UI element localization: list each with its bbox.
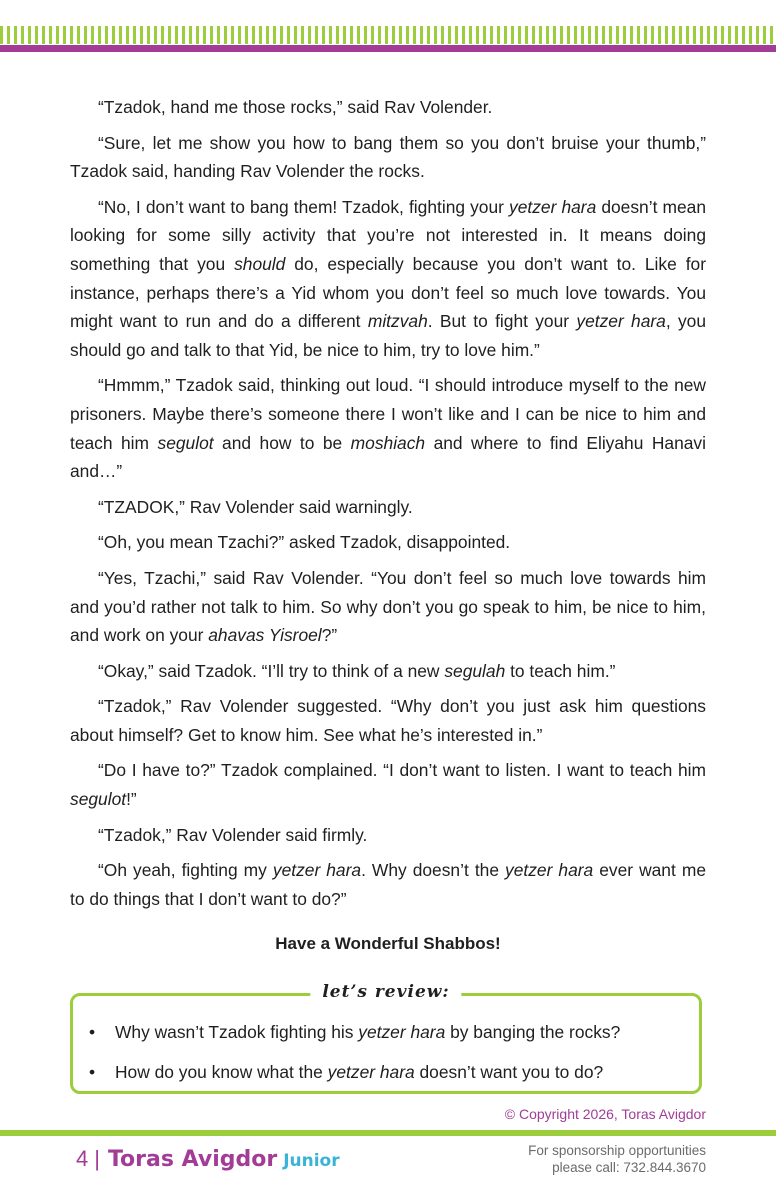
italic-term: yetzer hara xyxy=(327,1062,415,1082)
text-run: . But to fight your xyxy=(427,311,577,332)
story-paragraph xyxy=(70,756,706,813)
text-run: to teach him.” xyxy=(505,660,616,681)
italic-term: should xyxy=(234,253,286,274)
italic-term: ahavas Yisroel xyxy=(208,625,322,646)
text-run: “Tzadok,” Rav Volender suggested. “Why don’t you just ask him questions about himself? Get to know him. See what he’s interested in.” xyxy=(70,696,706,745)
text-run: How do you know what the xyxy=(115,1062,328,1082)
text-run: do, especially because you don’t want to. Like for instance, perhaps there’s a Yid whom you don’t feel so much love towards. You might want to run and do a different xyxy=(70,253,706,332)
story-paragraph xyxy=(70,528,706,557)
story-text xyxy=(70,93,706,920)
text-run: “Do I have to?” Tzadok complained. “I don’t want to listen. I want to teach him xyxy=(98,760,706,781)
story-paragraph xyxy=(70,856,706,913)
text-run: , you should go and talk to that Yid, be nice to him, try to love him.” xyxy=(70,311,707,360)
closing-line: Have a Wonderful Shabbos! xyxy=(275,934,501,953)
text-run: !” xyxy=(126,789,137,810)
bullet-icon: • xyxy=(89,1022,96,1042)
review-question xyxy=(89,1022,620,1042)
text-run: “No, I don’t want to bang them! Tzadok, fighting your xyxy=(98,196,510,217)
text-run: “Yes, Tzachi,” said Rav Volender. “You don’t feel so much love towards him and you’d rather not talk to him. So why don’t you go speak to him, be nice to him, and work on your xyxy=(70,567,706,646)
text-run: by banging the rocks? xyxy=(445,1022,621,1042)
story-paragraph xyxy=(70,93,706,122)
text-run: Why wasn’t Tzadok fighting his xyxy=(115,1022,359,1042)
text-run: “Tzadok,” Rav Volender said firmly. xyxy=(98,824,368,845)
text-run: and how to be xyxy=(213,432,351,453)
copyright-text: © Copyright 2026, Toras Avigdor xyxy=(504,1106,706,1122)
text-run: ?” xyxy=(321,625,338,646)
top-decorative-ticks xyxy=(0,26,776,44)
page-number: 4 xyxy=(76,1146,89,1171)
story-paragraph xyxy=(70,129,706,186)
footer-separator: | xyxy=(94,1146,100,1171)
text-run: and where to find Eliyahu Hanavi and…” xyxy=(70,432,706,482)
italic-term: segulot xyxy=(70,789,127,810)
text-run: “Tzadok, hand me those rocks,” said Rav Volender. xyxy=(98,97,493,117)
bottom-rule xyxy=(0,1130,776,1136)
text-run: doesn’t mean looking for some silly activity that you’re not interested in. It means doing something that you xyxy=(70,196,706,274)
story-paragraph xyxy=(70,692,706,749)
review-list xyxy=(89,1022,620,1102)
top-rule xyxy=(0,45,776,52)
text-run: “Oh, you mean Tzachi?” asked Tzadok, disappointed. xyxy=(98,532,511,553)
italic-term: yetzer hara xyxy=(576,311,666,332)
italic-term: mitzvah xyxy=(367,311,428,332)
italic-term: yetzer hara xyxy=(509,196,597,217)
italic-term: moshiach xyxy=(350,432,426,453)
italic-term: yetzer hara xyxy=(505,860,594,881)
review-title: let’s review: xyxy=(310,982,461,1002)
story-paragraph xyxy=(70,493,706,522)
sponsor-line-1: For sponsorship opportunities xyxy=(528,1143,706,1158)
sponsorship-info xyxy=(528,1142,706,1176)
text-run: doesn’t want you to do? xyxy=(414,1062,604,1082)
review-box xyxy=(70,982,702,1094)
italic-term: yetzer hara xyxy=(358,1022,446,1042)
text-run: “Hmmm,” Tzadok said, thinking out loud. “I should introduce myself to the new prisoners. Maybe there’s someone there I won’t like and I can be nice to him and teach him xyxy=(70,375,706,453)
sponsor-line-2: please call: 732.844.3670 xyxy=(552,1160,706,1175)
text-run: “Okay,” said Tzadok. “I’ll try to think of a new xyxy=(98,660,445,681)
story-paragraph xyxy=(70,657,706,686)
brand-sub-text: Junior xyxy=(283,1151,340,1171)
bullet-icon: • xyxy=(89,1062,96,1082)
text-run: “Oh yeah, fighting my xyxy=(98,860,273,881)
review-question xyxy=(89,1062,620,1082)
footer-left xyxy=(76,1146,340,1174)
text-run: “TZADOK,” Rav Volender said warningly. xyxy=(98,496,413,517)
story-paragraph xyxy=(70,564,706,650)
story-paragraph xyxy=(70,821,706,850)
italic-term: yetzer hara xyxy=(272,860,362,881)
text-run: . Why doesn’t the xyxy=(361,860,506,881)
text-run: ever want me to do things that I don’t want to do?” xyxy=(70,860,706,909)
italic-term: segulah xyxy=(444,660,506,681)
text-run: “Sure, let me show you how to bang them so you don’t bruise your thumb,” Tzadok said, handing Rav Volender the rocks. xyxy=(70,132,706,182)
italic-term: segulot xyxy=(157,432,214,453)
story-paragraph xyxy=(70,371,706,485)
story-paragraph xyxy=(70,193,706,365)
brand-logo-text: Toras Avigdor xyxy=(107,1147,278,1172)
